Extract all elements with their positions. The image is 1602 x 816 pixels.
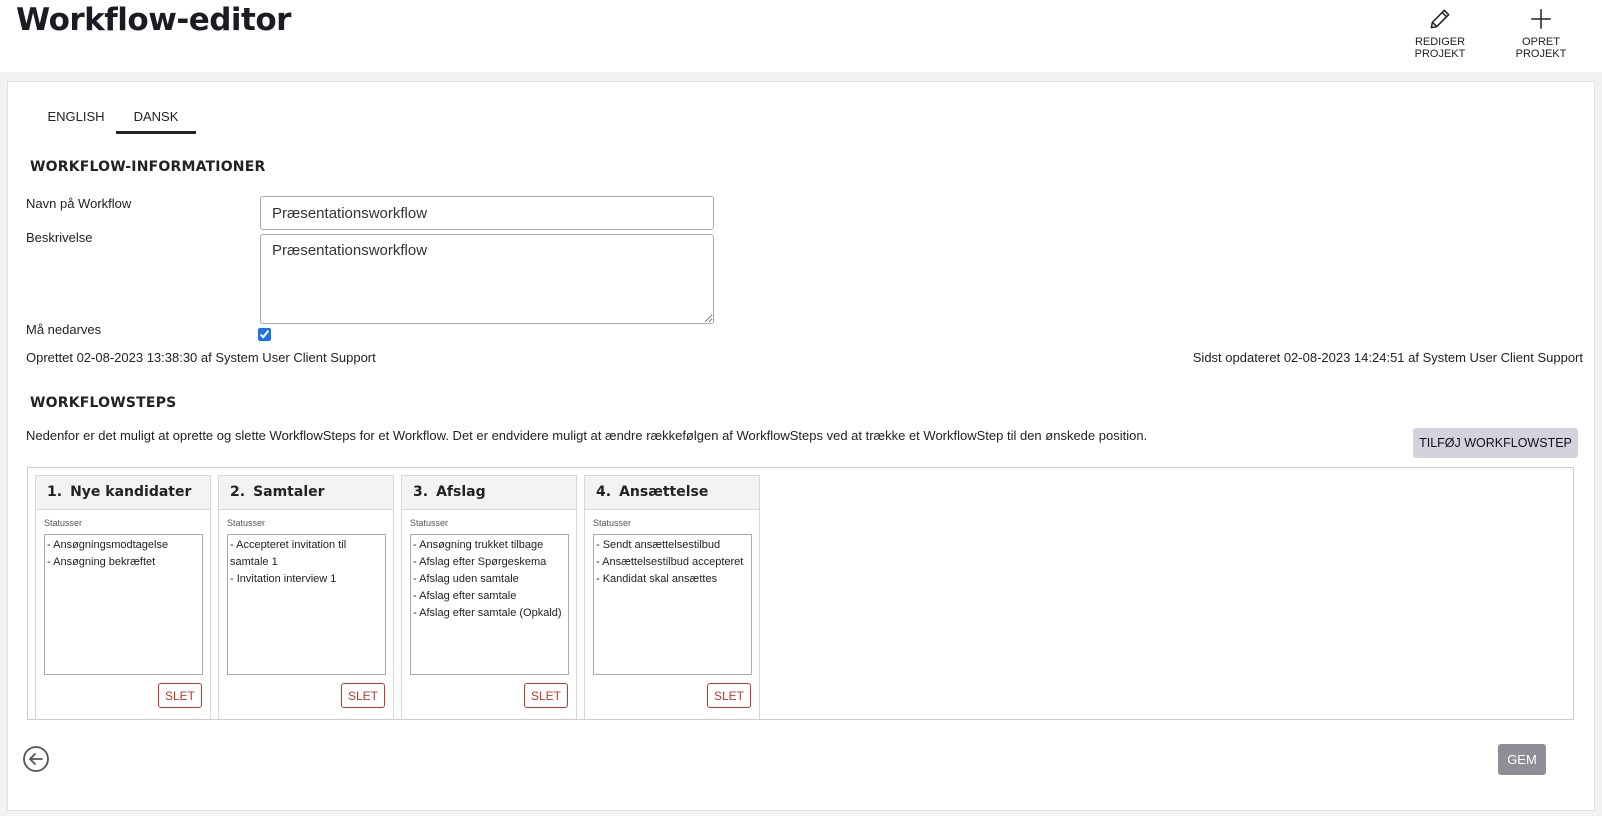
workflow-info-title: WORKFLOW-INFORMATIONER [30,159,266,175]
description-textarea[interactable] [260,234,714,324]
description-label: Beskrivelse [26,230,93,245]
page-title: Workflow-editor [16,2,291,38]
step-number: 2. [230,484,246,500]
plus-icon [1528,6,1554,32]
status-item[interactable]: - Kandidat skal ansættes [596,573,718,585]
status-item[interactable]: - Afslag efter Spørgeskema [413,556,547,568]
statuses-label: Statusser [410,518,449,528]
delete-step-button[interactable]: SLET [707,683,751,708]
updated-info: Sidst opdateret 02-08-2023 14:24:51 af System User Client Support [1192,350,1583,365]
inheritable-label: Må nedarves [26,322,102,337]
edit-project-button[interactable] [1392,6,1488,60]
workflow-name-input[interactable] [260,196,714,230]
pencil-icon [1427,6,1453,32]
delete-step-button[interactable]: SLET [158,683,202,708]
status-item[interactable]: - Sendt ansættelsestilbud [596,539,721,551]
status-item[interactable]: - Ansættelsestilbud accepteret [596,556,744,568]
workflow-name-label: Navn på Workflow [26,196,132,211]
edit-project-label: REDIGER PROJEKT [1414,36,1466,60]
status-item[interactable]: - Ansøgning trukket tilbage [413,539,544,551]
arrow-left-circle-icon [22,745,50,773]
workflowsteps-title: WORKFLOWSTEPS [30,395,177,411]
workflowstep-card[interactable] [584,475,760,720]
statuses-label: Statusser [44,518,83,528]
status-item[interactable]: - Afslag uden samtale [413,573,519,585]
delete-step-button[interactable]: SLET [524,683,568,708]
step-number: 4. [596,484,612,500]
statuses-label: Statusser [227,518,266,528]
inheritable-checkbox[interactable] [258,328,271,341]
statuses-list[interactable] [593,534,752,675]
step-title: Afslag [436,484,486,500]
status-item[interactable]: - Ansøgning bekræftet [47,556,156,568]
tab-dansk[interactable]: DANSK [116,108,196,134]
statuses-label: Statusser [593,518,632,528]
status-item[interactable]: - Afslag efter samtale (Opkald) [413,607,562,619]
workflowsteps-container [27,467,1574,720]
step-header [219,476,393,510]
workflowsteps-description: Nedenfor er det muligt at oprette og slette WorkflowSteps for et Workflow. Det er endvidere muligt at ændre rækkefølgen af WorkflowSteps ved at trække et WorkflowStep til den ønskede position. [26,428,1148,443]
add-workflowstep-button[interactable]: TILFØJ WORKFLOWSTEP [1413,428,1578,458]
tab-english[interactable]: ENGLISH [47,109,105,124]
workflow-card [7,81,1595,811]
status-item[interactable]: - Afslag efter samtale [413,590,517,602]
statuses-list[interactable] [410,534,569,675]
step-number: 1. [47,484,63,500]
workflowstep-card[interactable] [218,475,394,720]
created-info: Oprettet 02-08-2023 13:38:30 af System User Client Support [26,350,376,365]
save-button[interactable]: GEM [1498,744,1546,775]
step-title: Nye kandidater [70,484,192,500]
step-header [585,476,759,510]
status-item[interactable]: - Invitation interview 1 [230,573,337,585]
status-item[interactable]: - Accepteret invitation til samtale 1 [230,539,347,568]
step-number: 3. [413,484,429,500]
workflowstep-card[interactable] [35,475,211,720]
step-header [402,476,576,510]
delete-step-button[interactable]: SLET [341,683,385,708]
back-button[interactable] [22,745,50,777]
create-project-label: OPRET PROJEKT [1515,36,1567,60]
statuses-list[interactable] [44,534,203,675]
status-item[interactable]: - Ansøgningsmodtagelse [47,539,169,551]
top-bar [0,0,1602,72]
step-title: Ansættelse [619,484,709,500]
step-header [36,476,210,510]
workflowstep-card[interactable] [401,475,577,720]
statuses-list[interactable] [227,534,386,675]
step-title: Samtaler [253,484,325,500]
create-project-button[interactable] [1496,6,1586,60]
